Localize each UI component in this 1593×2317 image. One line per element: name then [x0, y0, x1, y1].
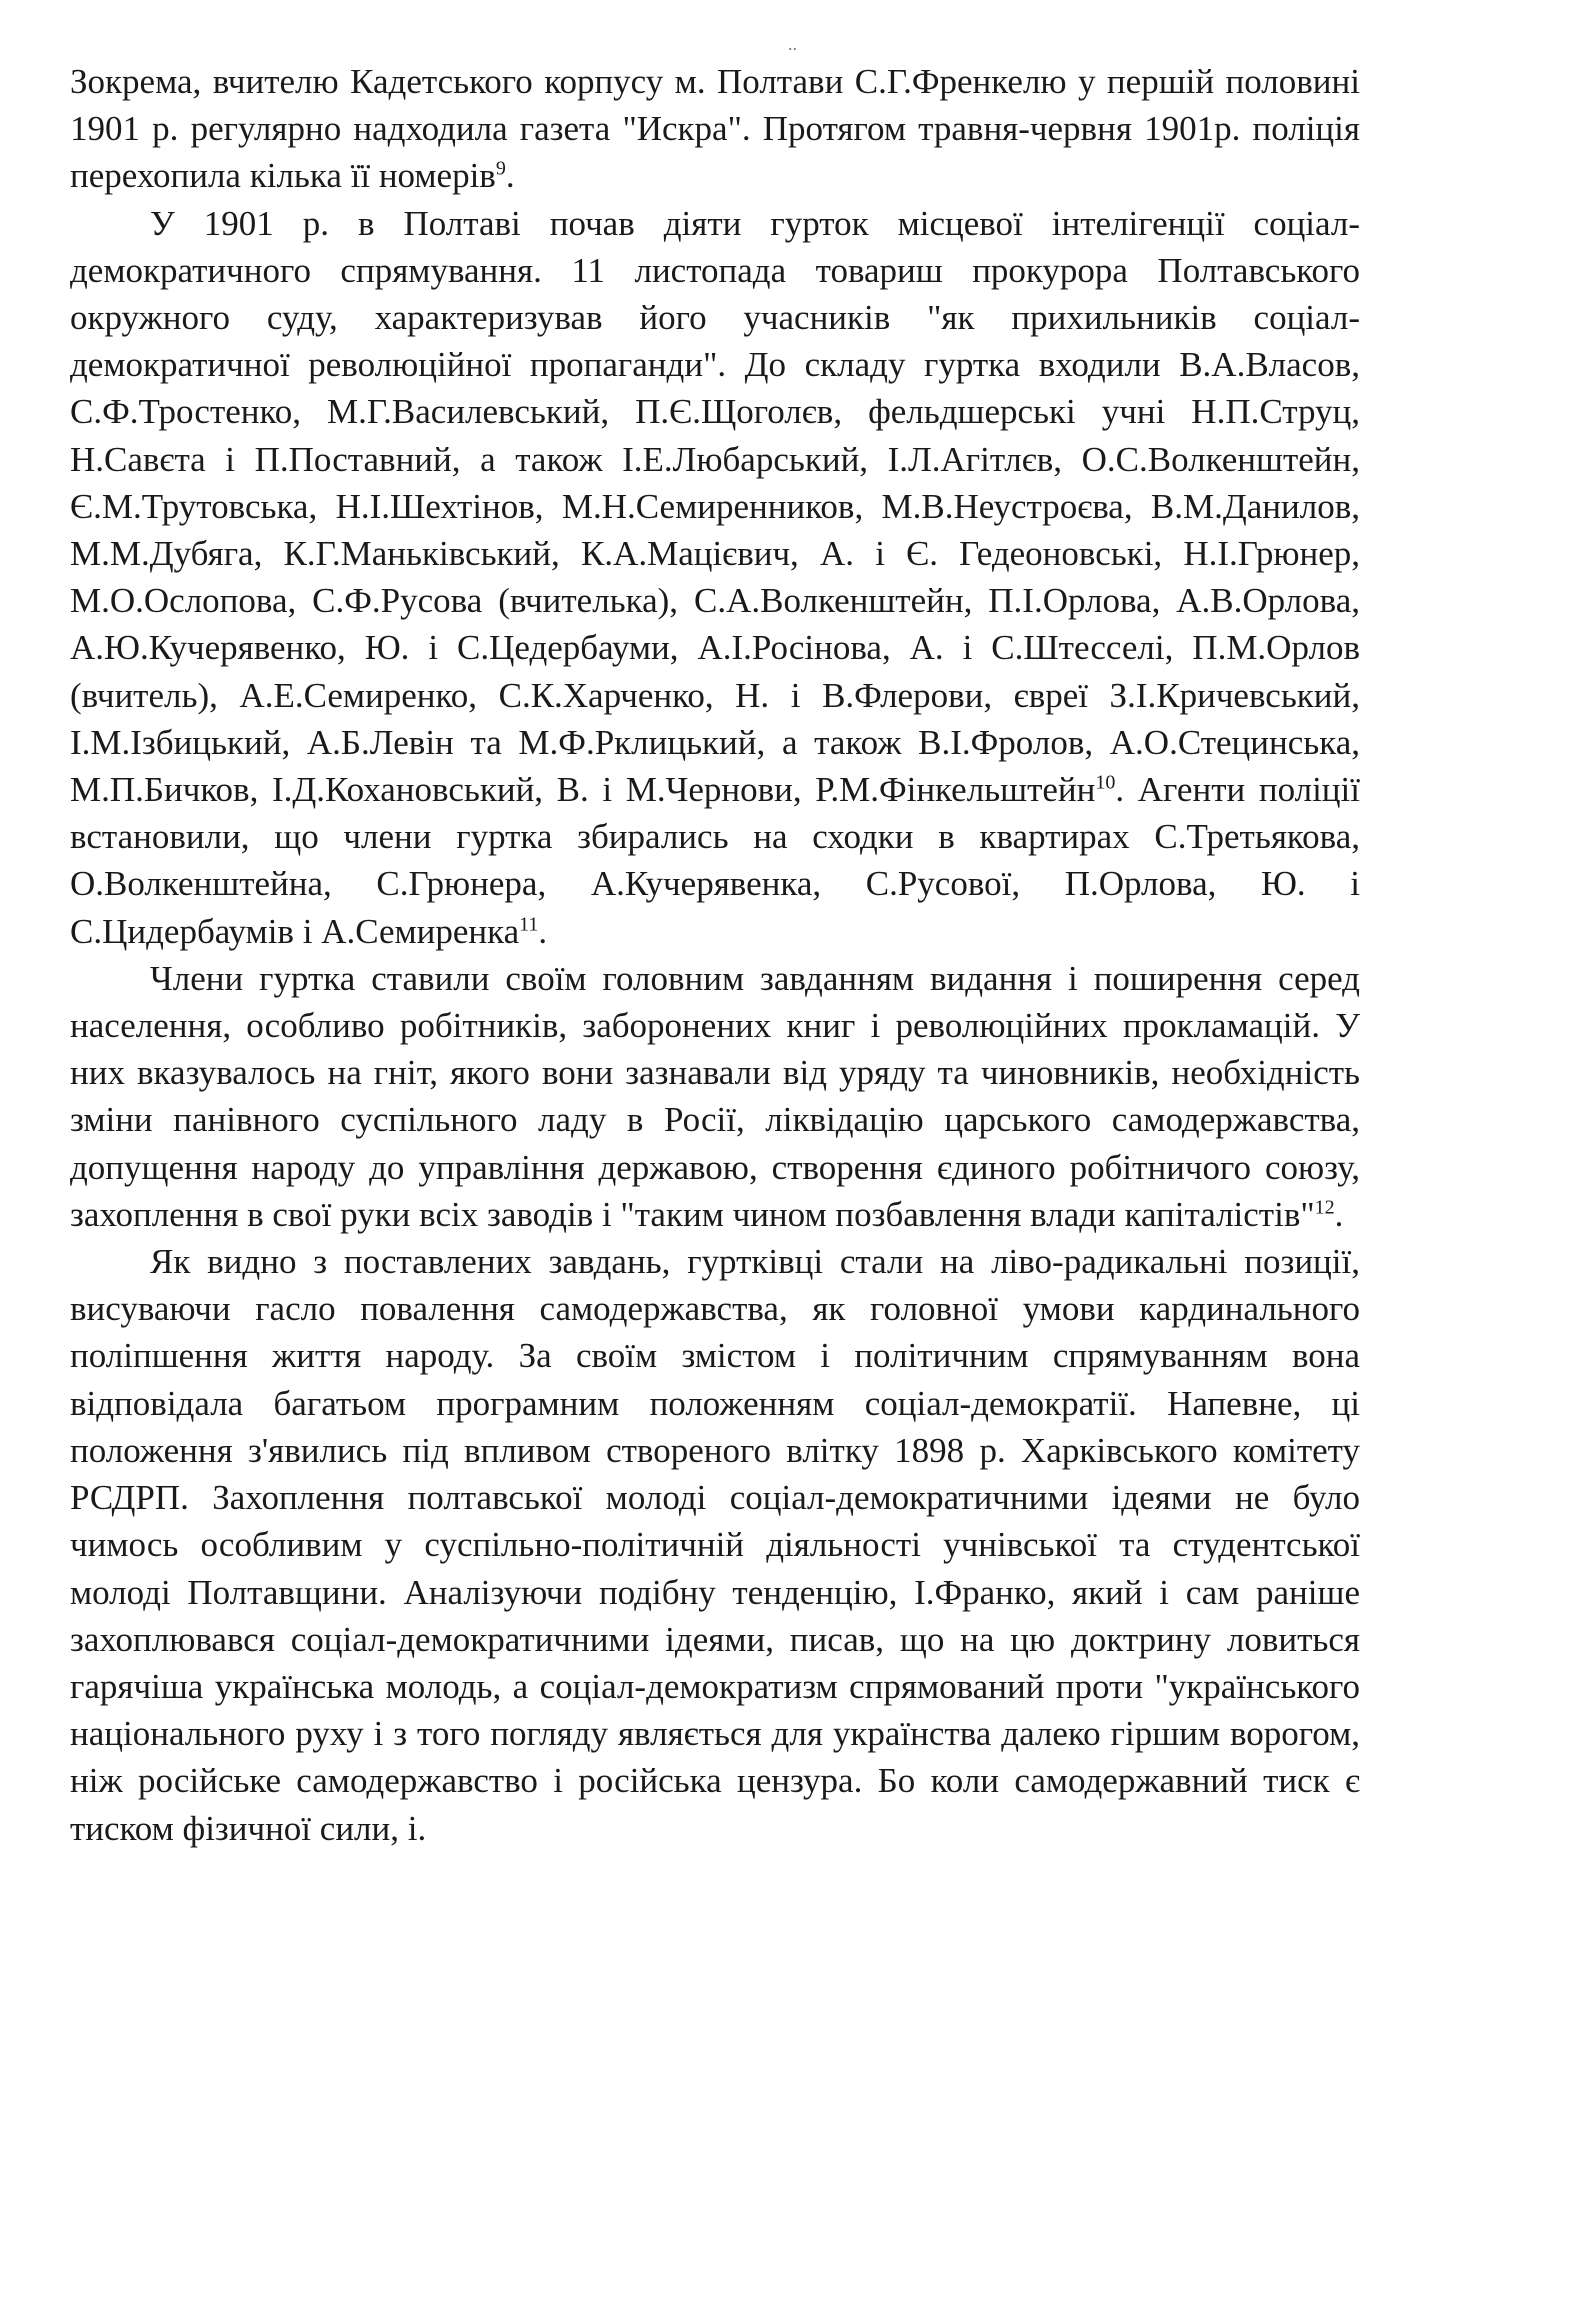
footnote-ref-12: 12: [1314, 1196, 1335, 1219]
footnote-ref-10: 10: [1095, 771, 1116, 794]
footnote-ref-9: 9: [495, 157, 506, 180]
paragraph-4: [70, 1238, 1360, 1852]
paragraph-2-text: У 1901 р. в Полтаві почав діяти гурток місцевої інтелігенції соціал-демократичного спрямування. 11 листопада товариш прокурора Полтавського окружного суду, характеризував його учасників "як прихильників соціал-демократичної революційної пропаганди". До складу гуртка входили В.А.Власов, С.Ф.Тростенко, М.Г.Василевський, П.Є.Щоголєв, фельдшерські учні Н.П.Струц, Н.Савєта і П.Поставний, а також І.Е.Любарський, І.Л.Агітлєв, О.С.Волкенштейн, Є.М.Трутовська, Н.І.Шехтінов, М.Н.Семиренников, М.В.Неустроєва, В.М.Данилов, М.М.Дубяга, К.Г.Маньківський, К.А.Мацієвич, А. і Є. Гедеоновські, Н.І.Грюнер, М.О.Ослопова, С.Ф.Русова (вчителька), С.А.Волкенштейн, П.І.Орлова, А.В.Орлова, А.Ю.Кучерявенко, Ю. і С.Цедербауми, А.І.Росінова, А. і С.Штесселі, П.М.Орлов (вчитель), А.Е.Семиренко, С.К.Харченко, Н. і В.Флерови, євреї З.І.Кричевський, І.М.Ізбицький, А.Б.Левін та М.Ф.Рклицький, а також В.І.Фролов, А.О.Стецинська, М.П.Бичков, І.Д.Кохановський, В. і М.Чернови, Р.М.Фінкельштейн: [70, 203, 1360, 810]
paragraph-1: [70, 58, 1360, 200]
page-mark: ..: [788, 34, 797, 54]
paragraph-3-end: .: [1334, 1194, 1344, 1234]
footnote-ref-11: 11: [519, 913, 539, 935]
paragraph-2: [70, 200, 1360, 955]
paragraph-2-end: .: [538, 911, 548, 951]
body-text: [70, 58, 1360, 1852]
paragraph-2-continuation: . Агенти поліції встановили, що члени гуртка збирались на сходки в квартирах С.Третьякова, О.Волкенштейна, С.Грюнера, А.Кучерявенка, С.Русової, П.Орлова, Ю. і С.Цидербаумів і А.Семиренка: [70, 770, 1360, 951]
paragraph-4-text: Як видно з поставлених завдань, гуртківці стали на ліво-радикальні позиції, висуваючи гасло повалення самодержавства, як головної умови кардинального поліпшення життя народу. За своїм змістом і політичним спрямуванням вона відповідала багатьом програмним положенням соціал-демократії. Напевне, ці положення з'явились під впливом створеного влітку 1898 р. Харківського комітету РСДРП. Захоплення полтавської молоді соціал-демократичними ідеями не було чимось особливим у суспільно-політичній діяльності учнівської та студентської молоді Полтавщини. Аналізуючи подібну тенденцію, І.Франко, який і сам раніше захоплювався соціал-демократичними ідеями, писав, що на цю доктрину ловиться гарячіша українська молодь, а соціал-демократизм спрямований проти "українського національного руху і з того погляду являється для українства далеко гіршим ворогом, ніж російське самодержавство і російська цензура. Бо коли самодержавний тиск є тиском фізичної сили, і.: [70, 1242, 1360, 1848]
paragraph-1-end: .: [505, 156, 515, 196]
paragraph-3: [70, 955, 1360, 1238]
paragraph-3-text: Члени гуртка ставили своїм головним завданням видання і поширення серед населення, особливо робітників, заборонених книг і революційних прокламацій. У них вказувалось на гніт, якого вони зазнавали від уряду та чиновників, необхідність зміни панівного суспільного ладу в Росії, ліквідацію царського самодержавства, допущення народу до управління державою, створення єдиного робітничого союзу, захоплення в свої руки всіх заводів і "таким чином позбавлення влади капіталістів": [70, 958, 1360, 1234]
paragraph-1-text: Зокрема, вчителю Кадетського корпусу м. Полтави С.Г.Френкелю у першій половині 1901 р. регулярно надходила газета "Искра". Протягом травня-червня 1901р. поліція перехопила кілька її номерів: [70, 62, 1360, 196]
